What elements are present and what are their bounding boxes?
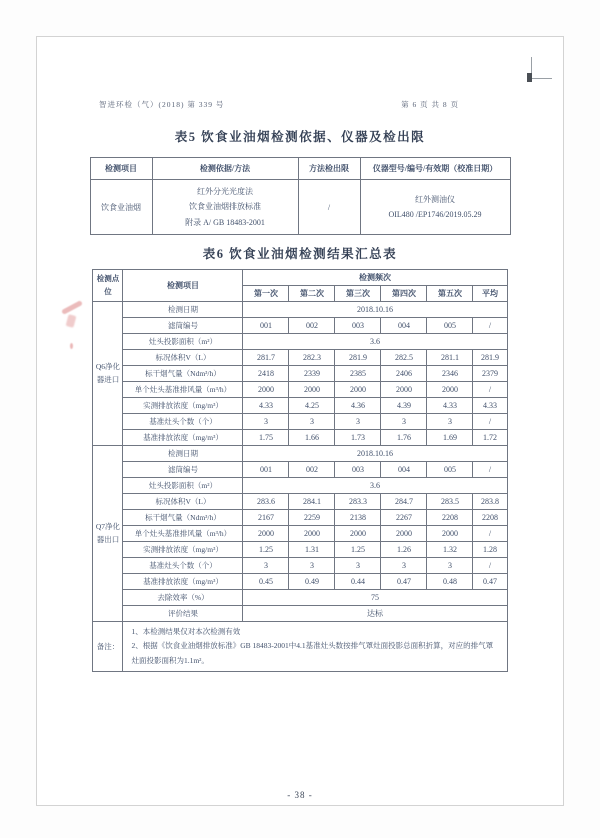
row-label: 基准排放浓度（mg/m³）: [123, 430, 243, 446]
table6-row: [93, 430, 507, 446]
table6-row: [93, 414, 507, 430]
row-value: 001: [243, 318, 289, 334]
method-line: 红外分光光度法: [197, 187, 253, 197]
table5-limit-cell: /: [298, 180, 360, 235]
table6-row: [93, 494, 507, 510]
row-value: 2208: [427, 510, 473, 526]
row-label: 标干烟气量（Ndm³/h）: [123, 366, 243, 382]
row-label: 单个灶头基准排风量（m³/h）: [123, 526, 243, 542]
row-value: 2000: [289, 526, 335, 542]
method-line: 附录 A/ GB 18483-2001: [185, 217, 265, 227]
row-value: 3: [335, 558, 381, 574]
table5-method-cell: [152, 180, 298, 235]
table5-item-cell: 饮食业油烟: [90, 180, 152, 235]
row-value: 3: [243, 414, 289, 430]
row-value: 005: [427, 462, 473, 478]
row-label: 评价结果: [123, 606, 243, 622]
row-value-span: 3.6: [243, 478, 507, 494]
red-stamp-fragment: [66, 314, 77, 328]
page-indicator: 第 6 页 共 8 页: [401, 100, 459, 109]
row-value: 3: [427, 414, 473, 430]
table6-header-run3: 第三次: [335, 286, 381, 302]
row-value: 1.25: [335, 542, 381, 558]
row-label: 标况体积V（L）: [123, 494, 243, 510]
row-label: 基准灶头个数（个）: [123, 414, 243, 430]
table5-title: 表5 饮食业油烟检测依据、仪器及检出限: [174, 130, 426, 144]
row-label: 标干烟气量（Ndm³/h）: [123, 510, 243, 526]
row-value: 2000: [243, 526, 289, 542]
row-value: 2208: [473, 510, 507, 526]
row-value: /: [473, 318, 507, 334]
remarks-content: [123, 622, 507, 672]
table5-header-item: 检测项目: [90, 158, 152, 180]
row-label: 灶头投影面积（m²）: [123, 478, 243, 494]
row-value: 0.48: [427, 574, 473, 590]
row-value: 1.28: [473, 542, 507, 558]
table6-row: [93, 542, 507, 558]
row-value: 1.76: [381, 430, 427, 446]
table6-row: [93, 574, 507, 590]
table5-header-method: 检测依据/方法: [152, 158, 298, 180]
table6-header-average: 平均: [473, 286, 507, 302]
row-value: 1.66: [289, 430, 335, 446]
scan-corner-line-horizontal: [531, 78, 552, 79]
row-value: 3: [243, 558, 289, 574]
row-value: 4.33: [473, 398, 507, 414]
table6-results-summary: [92, 269, 507, 672]
page-number: - 38 -: [287, 790, 313, 800]
row-value: 4.33: [243, 398, 289, 414]
row-value: 2346: [427, 366, 473, 382]
row-value: 2000: [381, 526, 427, 542]
table6-row: [93, 558, 507, 574]
row-value: 002: [289, 318, 335, 334]
table6-row: [93, 590, 507, 606]
row-value: 3: [289, 414, 335, 430]
sampling-point-label: Q6净化器进口: [93, 302, 123, 446]
table6-row: [93, 446, 507, 462]
row-value: 0.47: [381, 574, 427, 590]
row-value: 3: [289, 558, 335, 574]
row-value: 282.5: [381, 350, 427, 366]
row-value: 4.39: [381, 398, 427, 414]
row-value: 2000: [243, 382, 289, 398]
table5-header-instrument: 仪器型号/编号/有效期（校准日期）: [360, 158, 510, 180]
method-line: 饮食业油烟排放标准: [189, 202, 261, 212]
row-label: 实测排放浓度（mg/m³）: [123, 542, 243, 558]
row-label: 实测排放浓度（mg/m³）: [123, 398, 243, 414]
row-value: 003: [335, 318, 381, 334]
instrument-line: 红外测油仪: [415, 194, 455, 204]
table6-row: [93, 366, 507, 382]
row-value: /: [473, 462, 507, 478]
table6-row: [93, 302, 507, 318]
row-value: 2385: [335, 366, 381, 382]
table6-header-item: 检测项目: [123, 270, 243, 302]
row-value: 2167: [243, 510, 289, 526]
table6-header-run5: 第五次: [427, 286, 473, 302]
table5-instrument-cell: [360, 180, 510, 235]
red-stamp-fragment: [61, 300, 83, 315]
table6-row: [93, 510, 507, 526]
table6-row: [93, 318, 507, 334]
table6-header-run1: 第一次: [243, 286, 289, 302]
row-label: 滤筒编号: [123, 462, 243, 478]
row-value: 2138: [335, 510, 381, 526]
row-value: 283.8: [473, 494, 507, 510]
instrument-line: OIL480 /EP1746/2019.05.29: [388, 210, 482, 219]
row-value: 3: [335, 414, 381, 430]
table6-header-point: 检测点位: [93, 270, 123, 302]
table6-row: [93, 382, 507, 398]
table6-row: [93, 526, 507, 542]
row-value: /: [473, 382, 507, 398]
table6-row: [93, 398, 507, 414]
row-value: 1.26: [381, 542, 427, 558]
row-value: 283.5: [427, 494, 473, 510]
row-value: 2267: [381, 510, 427, 526]
row-value-span: 2018.10.16: [243, 302, 507, 318]
table6-remarks-row: [93, 622, 507, 672]
row-value: 004: [381, 318, 427, 334]
row-value: 2379: [473, 366, 507, 382]
row-value: 001: [243, 462, 289, 478]
row-value: 002: [289, 462, 335, 478]
row-value: /: [473, 558, 507, 574]
row-label: 检测日期: [123, 302, 243, 318]
row-value-span: 达标: [243, 606, 507, 622]
table6-header-row1: [93, 270, 507, 286]
row-value: 4.36: [335, 398, 381, 414]
row-value: 281.1: [427, 350, 473, 366]
table5-header-row: [90, 158, 510, 180]
table6-row: [93, 334, 507, 350]
table6-header-run2: 第二次: [289, 286, 335, 302]
table6-row: [93, 462, 507, 478]
remarks-label: 备注：: [93, 622, 123, 672]
row-value: 1.31: [289, 542, 335, 558]
table6-row: [93, 478, 507, 494]
table6-header-frequency: 检测频次: [243, 270, 507, 286]
row-value: 2339: [289, 366, 335, 382]
table5-data-row: [90, 180, 510, 235]
table6-header-run4: 第四次: [381, 286, 427, 302]
row-value: 005: [427, 318, 473, 334]
row-value: 281.9: [473, 350, 507, 366]
row-value: 2000: [427, 382, 473, 398]
row-value-span: 2018.10.16: [243, 446, 507, 462]
row-label: 去除效率（%）: [123, 590, 243, 606]
row-value: 1.69: [427, 430, 473, 446]
row-value: 2000: [381, 382, 427, 398]
red-stamp-dot: [70, 343, 73, 349]
row-value-span: 75: [243, 590, 507, 606]
row-value: 0.44: [335, 574, 381, 590]
row-value: 0.45: [243, 574, 289, 590]
document-page: [36, 36, 564, 806]
report-number: 智进环检（气）(2018) 第 339 号: [99, 100, 225, 109]
row-value: 004: [381, 462, 427, 478]
row-value: 4.25: [289, 398, 335, 414]
row-value: 284.1: [289, 494, 335, 510]
row-value: 2000: [335, 382, 381, 398]
sampling-point-label: Q7净化器出口: [93, 446, 123, 622]
row-value: /: [473, 526, 507, 542]
row-value-span: 3.6: [243, 334, 507, 350]
running-header: [37, 99, 563, 110]
row-value: 2418: [243, 366, 289, 382]
row-value: 284.7: [381, 494, 427, 510]
row-value: 2000: [335, 526, 381, 542]
table5-header-limit: 方法检出限: [298, 158, 360, 180]
row-label: 基准灶头个数（个）: [123, 558, 243, 574]
row-value: 3: [427, 558, 473, 574]
row-value: 2000: [427, 526, 473, 542]
row-value: 283.3: [335, 494, 381, 510]
table6-title: 表6 饮食业油烟检测结果汇总表: [202, 247, 398, 261]
row-value: 4.33: [427, 398, 473, 414]
row-value: 0.47: [473, 574, 507, 590]
table5-detection-basis: [90, 157, 511, 235]
row-value: 283.6: [243, 494, 289, 510]
row-value: 281.7: [243, 350, 289, 366]
row-value: 1.73: [335, 430, 381, 446]
remark-item: 1、本检测结果仅对本次检测有效: [131, 627, 241, 636]
row-value: 0.49: [289, 574, 335, 590]
row-value: 1.72: [473, 430, 507, 446]
row-value: 2406: [381, 366, 427, 382]
row-value: 281.9: [335, 350, 381, 366]
row-label: 滤筒编号: [123, 318, 243, 334]
row-value: /: [473, 414, 507, 430]
row-label: 基准排放浓度（mg/m³）: [123, 574, 243, 590]
table6-row: [93, 606, 507, 622]
table6-row: [93, 350, 507, 366]
row-value: 3: [381, 414, 427, 430]
row-value: 1.25: [243, 542, 289, 558]
row-value: 2259: [289, 510, 335, 526]
row-value: 282.3: [289, 350, 335, 366]
remark-item: 2、根据《饮食业油烟排放标准》GB 18483-2001中4.1基准灶头数按排气罩灶面投影总面积折算，对应的排气罩灶面投影面积为1.1m²。: [131, 641, 494, 665]
row-value: 3: [381, 558, 427, 574]
row-label: 单个灶头基准排风量（m³/h）: [123, 382, 243, 398]
row-value: 2000: [289, 382, 335, 398]
row-value: 1.75: [243, 430, 289, 446]
row-label: 标况体积V（L）: [123, 350, 243, 366]
row-value: 1.32: [427, 542, 473, 558]
row-value: 003: [335, 462, 381, 478]
row-label: 检测日期: [123, 446, 243, 462]
row-label: 灶头投影面积（m²）: [123, 334, 243, 350]
scan-corner-mark: [527, 73, 532, 82]
